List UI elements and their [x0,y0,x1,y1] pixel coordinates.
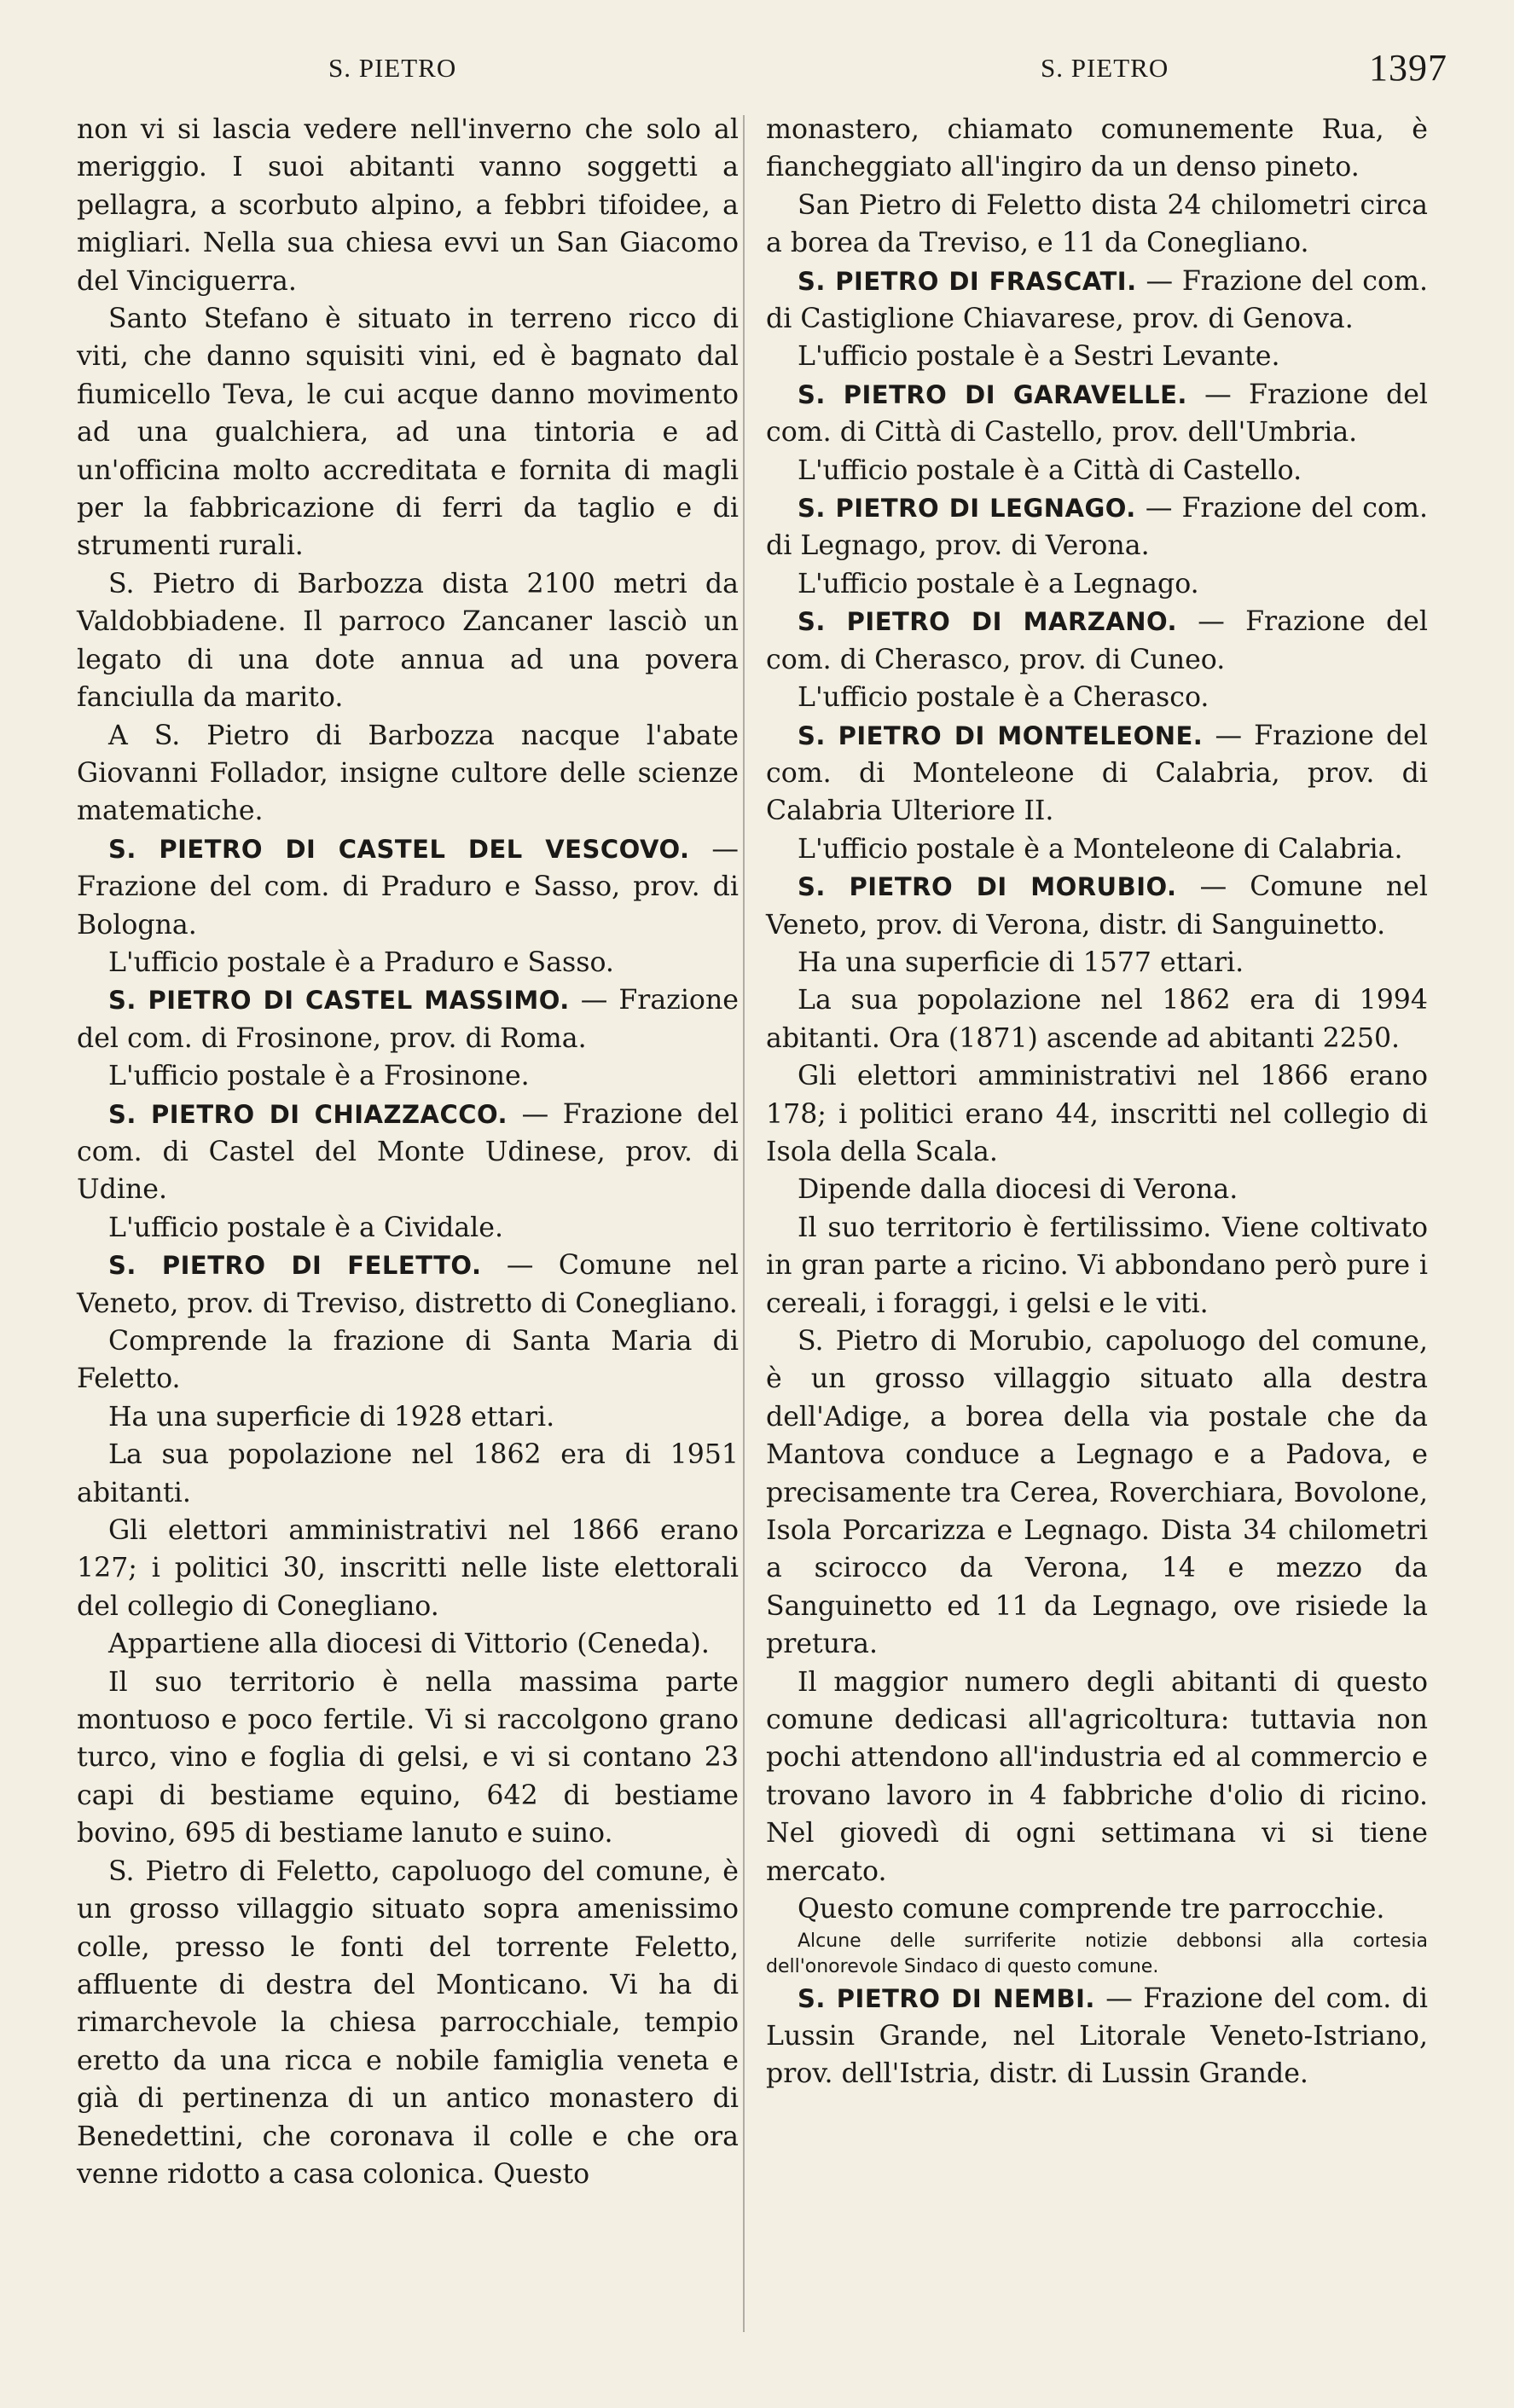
running-head-left: S. PIETRO [328,53,457,83]
paragraph: La sua popolazione nel 1862 era di 1951 abitanti. [77,1439,739,1508]
paragraph: monastero, chiamato comunemente Rua, è fiancheggiato all'ingiro da un denso pineto. [766,114,1428,183]
paragraph: Ha una superficie di 1577 ettari. [798,946,1244,978]
entry-nembi [766,1980,1428,2093]
page-number: 1397 [1369,47,1447,89]
paragraph: Il suo territorio è nella massima parte montuoso e poco fertile. Vi si raccolgono grano turco, vino e foglia di gelsi, e vi si contano 23 capi di bestiame equino, 642 di bestiame bovino, 695 di bestiame lanuto e suino. [77,1666,739,1849]
entry-heading: S. PIETRO DI GARAVELLE. [798,379,1187,409]
paragraph: L'ufficio postale è a Sestri Levante. [798,341,1280,373]
entry-castel-massimo [77,981,739,1057]
column-divider [743,115,745,2332]
paragraph: L'ufficio postale è a Monteleone di Calabria. [798,833,1403,865]
paragraph: non vi si lascia vedere nell'inverno che solo al meriggio. I suoi abitanti vanno soggetti a pellagra, a scorbuto alpino, a febbri tifoidee, a migliari. Nella sua chiesa evvi un San Giacomo del Vinciguerra. [77,114,739,297]
entry-text: — Frazione del com. di Monteleone di Calabria, prov. di Calabria Ulteriore II. [766,720,1428,827]
paragraph: Gli elettori amministrativi nel 1866 erano 178; i politici erano 44, inscritti nel collegio di Isola della Scala. [766,1061,1428,1167]
paragraph: S. Pietro di Feletto, capoluogo del comune, è un grosso villaggio situato sopra amenissimo colle, presso le fonti del torrente Feletto, affluente di destra del Monticano. Vi ha di rimarchevole la chiesa parrocchiale, tempio eretto da una ricca e nobile famiglia veneta e già di pertinenza di un antico monastero di Benedettini, che coronava il colle e che ora venne ridotto a casa colonica. Questo [77,1855,739,2190]
entry-text: — Comune nel Veneto, prov. di Treviso, distretto di Conegliano. [77,1250,740,1319]
paragraph: Gli elettori amministrativi nel 1866 erano 127; i politici 30, inscritti nelle liste elettorali del collegio di Conegliano. [77,1515,739,1622]
entry-text: — Frazione del com. di Legnago, prov. di Verona. [766,493,1428,562]
entry-heading: S. PIETRO DI CASTEL MASSIMO. [108,986,570,1016]
paragraph: Comprende la frazione di Santa Maria di Feletto. [77,1326,739,1395]
entry-heading: S. PIETRO DI CHIAZZACCO. [108,1099,508,1129]
entry-heading: S. PIETRO DI MORUBIO. [798,872,1177,902]
paragraph: S. Pietro di Barbozza dista 2100 metri da Valdobbiadene. Il parroco Zancaner lasciò un legato di una dote annua ad una povera fanciulla da marito. [77,568,739,714]
entry-heading: S. PIETRO DI MARZANO. [798,607,1178,637]
entry-chiazzacco [77,1096,739,1209]
left-column [77,111,739,2193]
paragraph: L'ufficio postale è a Cherasco. [798,682,1209,714]
paragraph: Appartiene alla diocesi di Vittorio (Ceneda). [108,1629,710,1660]
paragraph: L'ufficio postale è a Legnago. [798,568,1199,599]
entry-text: — Frazione del com. di Castiglione Chiavarese, prov. di Genova. [766,265,1428,335]
entry-monteleone [766,717,1428,831]
paragraph: L'ufficio postale è a Frosinone. [108,1061,530,1092]
running-head-right: S. PIETRO [1041,53,1169,83]
paragraph: S. Pietro di Morubio, capoluogo del comune, è un grosso villaggio situato alla destra dell'Adige, a borea della via postale che da Mantova conduce a Legnago e a Padova, e precisamente tra Cerea, Roverchiara, Bovolone, Isola Porcarizza e Legnago. Dista 34 chilometri a scirocco da Verona, 14 e mezzo da Sanguinetto ed 11 da Legnago, ove risiede la pretura. [766,1326,1428,1660]
entry-text: — Frazione del com. di Cherasco, prov. di Cuneo. [766,606,1428,675]
paragraph: Santo Stefano è situato in terreno ricco di viti, che danno squisiti vini, ed è bagnato dal fiumicello Teva, le cui acque danno movimento ad una gualchiera, ad una tintoria e ad un'officina molto accreditata e fornita di magli per la fabbricazione di ferri da taglio e di strumenti rurali. [77,304,739,562]
paragraph: Il maggior numero degli abitanti di questo comune dedicasi all'agricoltura: tuttavia non pochi attendono all'industria ed al commercio e trovano lavoro in 4 fabbriche d'olio di ricino. Nel giovedì di ogni settimana vi si tiene mercato. [766,1666,1428,1887]
paragraph: La sua popolazione nel 1862 era di 1994 abitanti. Ora (1871) ascende ad abitanti 2250. [766,985,1428,1054]
entry-frascati [766,263,1428,339]
entry-text: — Frazione del com. di Lussin Grande, nel Litorale Veneto-Istriano, prov. dell'Istria, distr. di Lussin Grande. [766,1983,1428,2090]
footnote: Alcune delle surriferite notizie debbonsi alla cortesia dell'onorevole Sindaco di questo comune. [766,1930,1428,1977]
entry-heading: S. PIETRO DI CASTEL DEL VESCOVO. [108,834,690,864]
paragraph: L'ufficio postale è a Cividale. [108,1212,504,1243]
paragraph: Dipende dalla diocesi di Verona. [798,1174,1238,1206]
entry-heading: S. PIETRO DI FRASCATI. [798,266,1137,296]
entry-heading: S. PIETRO DI LEGNAGO. [798,494,1136,524]
paragraph: Il suo territorio è fertilissimo. Viene coltivato in gran parte a ricino. Vi abbondano però pure i cereali, i foraggi, i gelsi e le viti. [766,1212,1428,1319]
entry-legnago [766,489,1428,565]
entry-text: — Frazione del com. di Frosinone, prov. di Roma. [77,985,740,1054]
entry-heading: S. PIETRO DI FELETTO. [108,1251,482,1281]
paragraph: A S. Pietro di Barbozza nacque l'abate Giovanni Follador, insigne cultore delle scienze matematiche. [77,720,739,827]
entry-heading: S. PIETRO DI NEMBI. [798,1983,1095,2013]
entry-feletto [77,1247,739,1323]
right-column [766,111,1428,2093]
entry-text: — Frazione del com. di Città di Castello, prov. dell'Umbria. [766,379,1428,449]
entry-garavelle [766,376,1428,452]
entry-text: — Comune nel Veneto, prov. di Verona, distr. di Sanguinetto. [766,871,1428,941]
entry-heading: S. PIETRO DI MONTELEONE. [798,721,1204,750]
entry-marzano [766,603,1428,679]
paragraph: Ha una superficie di 1928 ettari. [108,1401,555,1433]
entry-text: — Frazione del com. di Castel del Monte Udinese, prov. di Udine. [77,1098,739,1206]
paragraph: Questo comune comprende tre parrocchie. [798,1894,1385,1925]
entry-castel-del-vescovo [77,831,739,944]
paragraph: San Pietro di Feletto dista 24 chilometri circa a borea da Treviso, e 11 da Conegliano. [766,189,1428,259]
entry-morubio [766,868,1428,944]
paragraph: L'ufficio postale è a Città di Castello. [798,454,1302,486]
paragraph: L'ufficio postale è a Praduro e Sasso. [108,946,614,978]
entry-text: — Frazione del com. di Praduro e Sasso, prov. di Bologna. [77,833,739,941]
